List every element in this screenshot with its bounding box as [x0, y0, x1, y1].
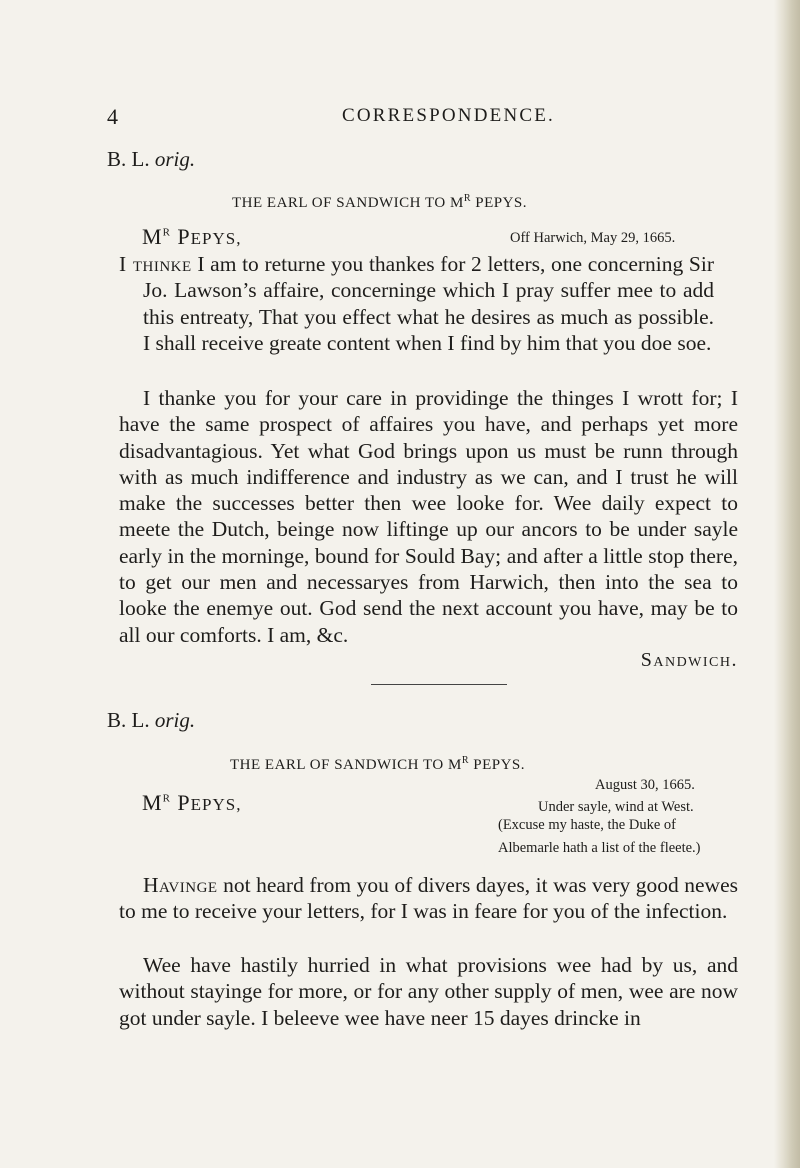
running-head: CORRESPONDENCE.	[342, 105, 555, 126]
source-prefix: B. L.	[107, 147, 155, 171]
letter1-dateline: Off Harwich, May 29, 1665.	[510, 230, 676, 246]
letter2-postscript-note: (Excuse my haste, the Duke of Albemarle hath a list of the fleete.)	[498, 817, 701, 856]
letter2-paragraph-1: Havinge not heard from you of divers dayes, it was very good newes to me to receive your letters, for I was in feare for you of the infection.	[119, 873, 738, 924]
letter2-location: Under sayle, wind at West.	[538, 799, 694, 815]
letter2-salutation: $M^R$ PEPYS,	[142, 790, 242, 815]
page-number: 4	[107, 104, 118, 129]
letter2-source-ref: B. L. orig.	[107, 708, 196, 732]
letter1-paragraph-2: I thanke you for your care in providinge the thinges I wrott for; I have the same prospect of affaires you have, and perhaps yet more disadvantagious. Yet what God brings upon us must be runn through with as much indifference and industry as we can, and I trust he will make the successes better then wee looke for. Wee daily expect to meete the Dutch, beinge now liftinge up our ancors to be under sayle early in the morninge, bound for Sould Bay; and after a little stop there, to get our men and necessaryes from Harwich, then into the sea to looke the enemye out. God send the next account you have, may be to all our comforts. I am, &c.	[119, 386, 738, 647]
letter1-title: THE EARL OF SANDWICH TO $M^R$ PEPYS.	[232, 193, 528, 211]
page-edge-shadow	[774, 0, 800, 1168]
letter1-salutation: $M^R$ PEPYS,	[142, 224, 242, 249]
letter2-paragraph-2: Wee have hastily hurried in what provisions wee had by us, and without stayinge for more, or for any other supply of men, wee are now got under sayle. I beleeve wee have neer 15 dayes drincke in	[119, 953, 738, 1030]
source-orig: orig.	[154, 147, 196, 171]
section-divider	[371, 684, 507, 685]
letter1-paragraph-1: I thinke I am to returne you thankes for 2 letters, one concerning Sir Jo. Lawson’s affaire, concerninge which I pray suffer mee to add this entreaty, That you effect what he desires as much as possible. I shall receive greate content when I find by him that you doe soe.	[119, 252, 714, 355]
letter1-signature: Sandwich.	[640, 649, 738, 671]
letter2-title: THE EARL OF SANDWICH TO $M^R$ PEPYS.	[230, 755, 526, 773]
letter1-source-ref	[107, 147, 195, 172]
letter2-date: August 30, 1665.	[595, 777, 695, 793]
